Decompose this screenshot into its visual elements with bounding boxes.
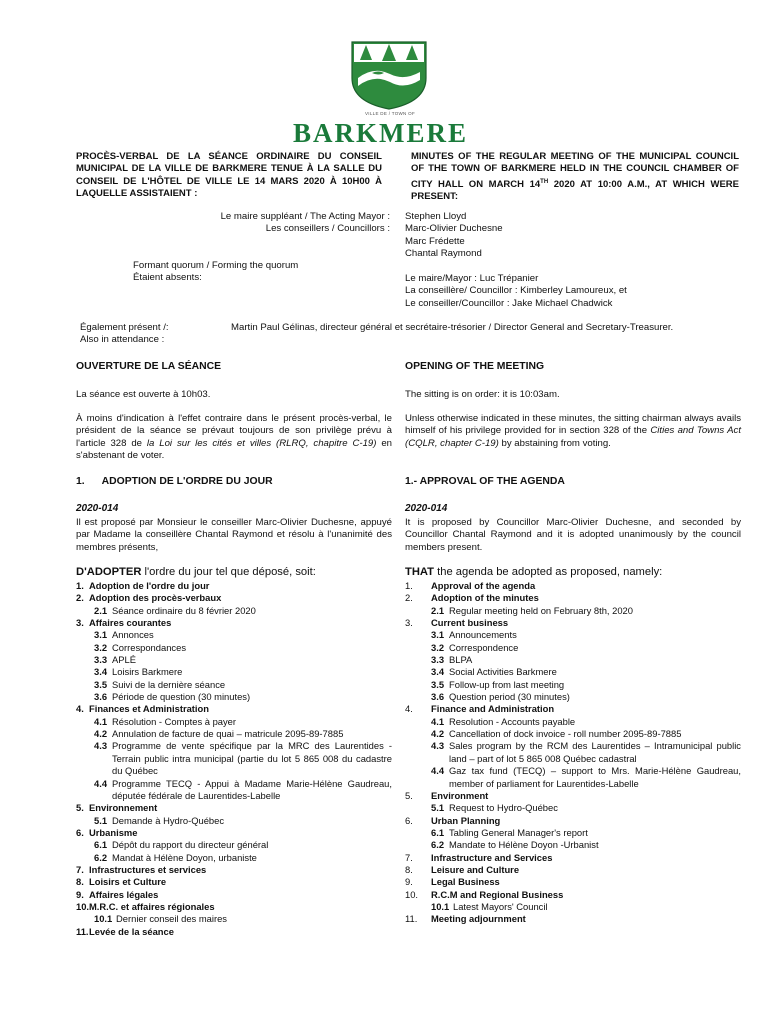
- agenda-item-number: 2.1: [94, 604, 108, 616]
- agenda-item: [76, 716, 392, 728]
- agenda-item-number: 4.2: [431, 728, 445, 740]
- agenda-item: [405, 901, 741, 913]
- agenda-item-text: Affaires légales: [89, 888, 159, 900]
- agenda-item-text: Urban Planning: [431, 814, 501, 826]
- agenda-item: [405, 691, 741, 703]
- agenda-item-number: 10.1: [431, 900, 450, 912]
- agenda-item-number: 9.: [76, 888, 84, 900]
- agenda-item: [405, 876, 741, 888]
- agenda-item: [405, 864, 741, 876]
- adopt-en-text: the agenda be adopted as proposed, namely:: [434, 566, 663, 578]
- agenda-item-text: Current business: [431, 617, 509, 629]
- quorum-text: Formant quorum / Forming the quorum: [133, 260, 299, 271]
- agenda-item: [76, 592, 392, 604]
- agenda-item-text: Programme de vente spécifique par la MRC des Laurentides - Terrain public intra municipal (partie du lot 5 865 008 du cadastre du Québec: [112, 740, 392, 777]
- agenda-item: [405, 666, 741, 678]
- title-en-pre: MINUTES OF THE REGULAR MEETING OF THE MUNICIPAL COUNCIL OF THE TOWN OF BARKMERE HELD IN THE COUNCIL CHAMBER OF CITY HALL ON MARCH 14: [411, 151, 739, 190]
- agenda-item-number: 4.3: [431, 740, 445, 752]
- agenda-item-number: 4.: [76, 703, 84, 715]
- agenda-item: [76, 617, 392, 629]
- agenda-item: [405, 839, 741, 851]
- agenda-item: [76, 876, 392, 888]
- agenda-item-number: 11.: [76, 925, 89, 937]
- agenda-item-number: 4.2: [94, 728, 108, 740]
- agenda-item: [76, 802, 392, 814]
- agenda-item-text: Environment: [431, 789, 489, 801]
- agenda-item-text: Announcements: [449, 629, 517, 641]
- agenda-item-text: Urbanisme: [89, 826, 138, 838]
- absent-name: Le maire/Mayor : Luc Trépanier: [405, 273, 539, 284]
- agenda-item-number: 1.: [405, 580, 413, 591]
- opening-heading-en: OPENING OF THE MEETING: [405, 361, 545, 372]
- agenda-heading-fr: 1. ADOPTION DE L'ORDRE DU JOUR: [76, 476, 273, 487]
- title-en: [411, 151, 739, 203]
- agenda-item-text: Infrastructures et services: [89, 863, 207, 875]
- agenda-item: [405, 617, 741, 629]
- absent-list: [405, 273, 745, 310]
- adopt-fr-bold: D'ADOPTER: [76, 566, 142, 578]
- title-fr: PROCÈS-VERBAL DE LA SÉANCE ORDINAIRE DU CONSEIL MUNICIPAL DE LA VILLE DE BARKMERE TENUE À LA SALLE DU CONSEIL DE L'HÔTEL DE VILLE LE 14 MARS 2020 À 10H00 À LAQUELLE ASSISTAIENT :: [76, 151, 382, 199]
- agenda-item-number: 10.: [405, 888, 419, 900]
- agenda-item: [76, 691, 392, 703]
- agenda-item: [76, 778, 392, 803]
- town-of-caption: VILLE DE / TOWN OF: [365, 111, 415, 116]
- agenda-item-number: 2.: [76, 592, 84, 604]
- resolution-text-en: It is proposed by Councillor Marc-Olivier Duchesne, and seconded by Councillor Chantal Raymond and it is adopted unanimously by the council members present.: [405, 517, 741, 553]
- present-name: Marc Frédette: [405, 235, 465, 247]
- title-en-post: 2020 AT 10:00 A.M., AT WHICH WERE PRESENT:: [411, 178, 739, 203]
- agenda-item-number: 2.: [405, 592, 413, 604]
- agenda-item-text: Adoption de l'ordre du jour: [89, 580, 210, 591]
- agenda-item: [76, 827, 392, 839]
- agenda-item-text: Latest Mayors' Council: [453, 900, 548, 912]
- town-name-text: BARKMERE: [293, 118, 469, 148]
- agenda-item: [76, 926, 392, 938]
- agenda-item: [405, 765, 741, 790]
- agenda-item: [405, 679, 741, 691]
- chair-en-2: by abstaining from voting.: [498, 437, 611, 449]
- agenda-item-text: Meeting adjournment: [431, 913, 526, 925]
- agenda-item: [405, 790, 741, 802]
- agenda-item-text: Adoption of the minutes: [431, 592, 539, 604]
- agenda-item: [405, 889, 741, 901]
- agenda-item-number: 10.1: [94, 913, 113, 925]
- absent-label: Étaient absents:: [133, 272, 202, 283]
- agenda-item: [76, 654, 392, 666]
- agenda-item-text: Legal Business: [431, 876, 500, 888]
- agenda-item-text: Follow-up from last meeting: [449, 678, 565, 690]
- agenda-item-number: 11.: [405, 913, 418, 925]
- agenda-item: [76, 642, 392, 654]
- agenda-item-text: Regular meeting held on February 8th, 2020: [449, 604, 633, 616]
- agenda-item-text: Dernier conseil des maires: [116, 913, 227, 925]
- agenda-item-number: 2.1: [431, 604, 445, 616]
- agenda-item-text: Environnement: [89, 802, 158, 814]
- town-name: [293, 118, 483, 149]
- chair-privilege-en: [405, 413, 741, 450]
- agenda-item-number: 3.5: [431, 678, 445, 690]
- agenda-item: [76, 864, 392, 876]
- agenda-item-number: 3.1: [431, 629, 445, 641]
- agenda-item-number: 7.: [405, 851, 413, 863]
- mayor-label: Le maire suppléant / The Acting Mayor :: [220, 211, 390, 222]
- agenda-item-text: M.R.C. et affaires régionales: [89, 900, 215, 912]
- also-present-text: Martin Paul Gélinas, directeur général et secrétaire-trésorier / Director General and Secretary-Treasurer.: [231, 322, 674, 333]
- agenda-item-number: 6.2: [94, 851, 108, 863]
- agenda-item-number: 3.: [76, 617, 84, 629]
- agenda-item: [76, 740, 392, 777]
- chair-fr-2: en s'abstenant de voter.: [76, 437, 392, 462]
- agenda-item-text: Correspondence: [449, 641, 519, 653]
- agenda-item: [76, 679, 392, 691]
- agenda-item: [405, 580, 741, 592]
- absent-name: La conseillère/ Councillor : Kimberley Lamoureux, et: [405, 285, 627, 297]
- agenda-item-text: Annonces: [112, 629, 154, 641]
- agenda-item: [405, 802, 741, 814]
- agenda-item-text: Mandate to Hélène Doyon -Urbanist: [449, 839, 599, 851]
- agenda-item-text: Question period (30 minutes): [449, 691, 570, 703]
- agenda-item-number: 5.1: [94, 814, 108, 826]
- agenda-item-text: Leisure and Culture: [431, 863, 520, 875]
- agenda-item-text: Approval of the agenda: [431, 580, 536, 591]
- agenda-item-number: 1.: [76, 580, 84, 591]
- agenda-item: [405, 605, 741, 617]
- agenda-item-number: 3.6: [431, 691, 445, 703]
- agenda-item: [405, 629, 741, 641]
- agenda-list-fr: [76, 580, 392, 938]
- agenda-item: [405, 852, 741, 864]
- resolution-text-fr: Il est proposé par Monsieur le conseiller Marc-Olivier Duchesne, appuyé par Madame la conseillère Chantal Raymond et résolu à l'unanimité des membres présents,: [76, 517, 392, 553]
- agenda-item-text: APLÉ: [112, 654, 136, 666]
- chair-fr-1: À moins d'indication à l'effet contraire dans le présent procès-verbal, le président de la séance se prévaut toujours de son privilège prévu à l'article 328 de: [76, 413, 392, 449]
- agenda-item: [405, 642, 741, 654]
- agenda-item-number: 3.3: [94, 654, 108, 666]
- absent-name: Le conseiller/Councillor : Jake Michael Chadwick: [405, 297, 613, 309]
- adopt-statement-en: [405, 566, 741, 578]
- agenda-item: [76, 666, 392, 678]
- agenda-item: [405, 703, 741, 715]
- agenda-item-text: R.C.M and Regional Business: [431, 888, 564, 900]
- agenda-item-number: 4.: [405, 703, 413, 715]
- agenda-item-text: Finance and Administration: [431, 703, 555, 715]
- agenda-list-en: [405, 580, 741, 926]
- agenda-item-text: Affaires courantes: [89, 617, 172, 629]
- chair-en-law: Cities and Towns Act (CQLR, chapter C-19): [405, 425, 741, 449]
- present-name: Chantal Raymond: [405, 248, 482, 260]
- agenda-item: [76, 889, 392, 901]
- agenda-item-number: 3.: [405, 617, 413, 629]
- agenda-item: [76, 913, 392, 925]
- agenda-item-text: Loisirs et Culture: [89, 876, 167, 888]
- agenda-item: [405, 827, 741, 839]
- agenda-item-text: Correspondances: [112, 641, 187, 653]
- agenda-item-text: Levée de la séance: [89, 925, 174, 937]
- agenda-item-number: 6.1: [431, 826, 445, 838]
- agenda-item-number: 3.4: [431, 666, 445, 678]
- agenda-item-text: Demande à Hydro-Québec: [112, 814, 225, 826]
- adopt-fr-text: l'ordre du jour tel que déposé, soit:: [141, 566, 316, 578]
- agenda-item-text: Request to Hydro-Québec: [449, 802, 558, 814]
- agenda-item-text: Gaz tax fund (TECQ) – support to Mrs. Marie-Hélène Gaudreau, member of parliament for Laurentides-Labelle: [449, 765, 741, 789]
- agenda-item-number: 3.2: [94, 641, 108, 653]
- agenda-item: [76, 703, 392, 715]
- also-fr: Également présent /:: [80, 322, 169, 333]
- agenda-item-text: Résolution - Comptes à payer: [112, 715, 237, 727]
- agenda-item-number: 5.: [76, 802, 84, 814]
- agenda-item: [405, 815, 741, 827]
- agenda-item-text: Annulation de facture de quai – matricule 2095-89-7885: [112, 728, 344, 740]
- agenda-item-text: Suivi de la dernière séance: [112, 678, 226, 690]
- agenda-item-text: Finances et Administration: [89, 703, 209, 715]
- agenda-item-text: Adoption des procès-verbaux: [89, 592, 222, 604]
- agenda-item-text: Social Activities Barkmere: [449, 666, 557, 678]
- agenda-item-text: Tabling General Manager's report: [449, 826, 588, 838]
- agenda-item-number: 3.5: [94, 678, 108, 690]
- chair-fr-law: la Loi sur les cités et villes (RLRQ, chapitre C-19): [146, 437, 377, 449]
- agenda-item: [405, 654, 741, 666]
- agenda-item-number: 8.: [405, 863, 413, 875]
- adopt-statement-fr: [76, 566, 392, 578]
- agenda-item-number: 6.: [76, 826, 84, 838]
- agenda-item-text: Séance ordinaire du 8 février 2020: [112, 604, 256, 616]
- agenda-item-text: Sales program by the RCM des Laurentides – Intramunicipal public land – part of lot 5 865 008 Québec cadastral: [449, 740, 741, 764]
- councillors-label: Les conseillers / Councillors :: [265, 223, 390, 234]
- agenda-item-number: 3.2: [431, 641, 445, 653]
- agenda-item-text: Programme TECQ - Appui à Madame Marie-Hélène Gaudreau, députée fédérale de Laurentides-Labelle: [112, 777, 392, 801]
- agenda-item-text: Infrastructure and Services: [431, 851, 553, 863]
- agenda-item: [76, 901, 392, 913]
- agenda-item-number: 9.: [405, 876, 413, 888]
- also-en: Also in attendance :: [80, 334, 165, 346]
- agenda-item: [76, 852, 392, 864]
- agenda-item-text: Dépôt du rapport du directeur général: [112, 839, 269, 851]
- agenda-item-number: 3.3: [431, 654, 445, 666]
- agenda-item: [405, 728, 741, 740]
- adopt-en-bold: THAT: [405, 566, 434, 578]
- also-present-label: [80, 322, 220, 347]
- agenda-item-number: 3.6: [94, 691, 108, 703]
- agenda-item-number: 4.1: [94, 715, 108, 727]
- opening-heading-fr: OUVERTURE DE LA SÉANCE: [76, 361, 222, 372]
- agenda-item: [76, 605, 392, 617]
- agenda-item-number: 7.: [76, 863, 84, 875]
- agenda-item-number: 5.1: [431, 802, 445, 814]
- agenda-item-number: 4.1: [431, 715, 445, 727]
- agenda-item: [405, 740, 741, 765]
- agenda-item: [405, 592, 741, 604]
- agenda-item-number: 5.: [405, 789, 413, 801]
- agenda-heading-en: 1.- APPROVAL OF THE AGENDA: [405, 476, 565, 487]
- agenda-item: [76, 728, 392, 740]
- agenda-item-text: Resolution - Accounts payable: [449, 715, 576, 727]
- title-en-sup: TH: [540, 178, 549, 185]
- agenda-item-text: Mandat à Hélène Doyon, urbaniste: [112, 851, 257, 863]
- agenda-item-number: 3.4: [94, 666, 108, 678]
- resolution-code-en: 2020-014: [405, 503, 448, 514]
- agenda-item-number: 4.3: [94, 740, 108, 752]
- agenda-item: [76, 815, 392, 827]
- present-name: Stephen Lloyd: [405, 211, 467, 222]
- chair-en-1: Unless otherwise indicated in these minutes, the sitting chairman always avails himself of his privilege provided for in section 328 of the: [405, 413, 741, 437]
- agenda-item-number: 3.1: [94, 629, 108, 641]
- agenda-item-text: Loisirs Barkmere: [112, 666, 183, 678]
- present-list: [405, 211, 705, 261]
- agenda-item: [405, 913, 741, 925]
- agenda-item: [76, 839, 392, 851]
- present-name: Marc-Olivier Duchesne: [405, 223, 503, 235]
- agenda-item-number: 10.: [76, 900, 90, 912]
- agenda-item: [76, 580, 392, 592]
- agenda-item-number: 6.1: [94, 839, 108, 851]
- agenda-item-text: BLPA: [449, 654, 473, 666]
- agenda-item-number: 4.4: [431, 765, 445, 777]
- resolution-code-fr: 2020-014: [76, 503, 119, 514]
- opening-time-en: The sitting is on order: it is 10:03am.: [405, 389, 560, 400]
- agenda-item-number: 4.4: [94, 777, 108, 789]
- agenda-item-text: Période de question (30 minutes): [112, 691, 251, 703]
- barkmere-logo: [348, 40, 430, 110]
- chair-privilege-fr: [76, 413, 392, 463]
- agenda-item: [76, 629, 392, 641]
- opening-time-fr: La séance est ouverte à 10h03.: [76, 389, 211, 400]
- agenda-item: [405, 716, 741, 728]
- agenda-item-text: Cancellation of dock invoice - roll number 2095-89-7885: [449, 728, 682, 740]
- agenda-item-number: 8.: [76, 876, 84, 888]
- agenda-item-number: 6.2: [431, 839, 445, 851]
- agenda-item-number: 6.: [405, 814, 413, 826]
